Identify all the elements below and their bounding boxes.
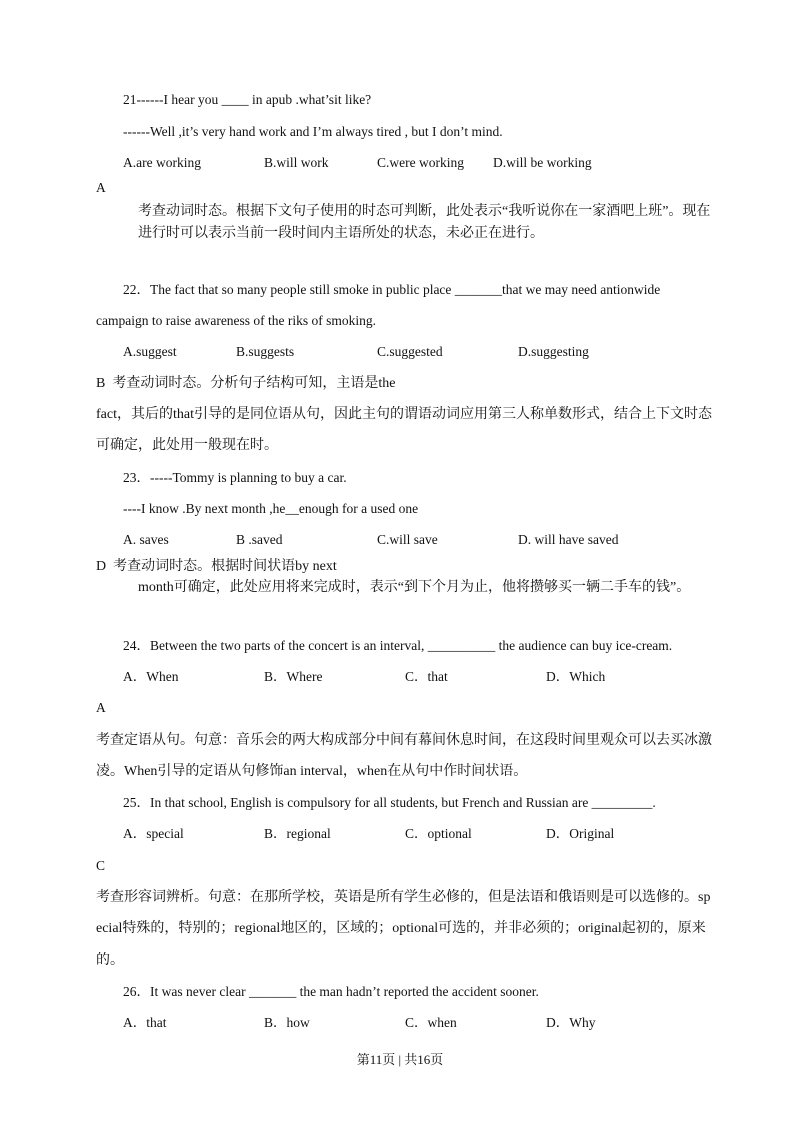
q21-reply: ------Well ,it’s very hand work and I’m always tired , but I don’t mind. bbox=[123, 124, 503, 139]
q24-option-a: A．When bbox=[123, 669, 179, 684]
q21-explanation-line2: 进行时可以表示当前一段时间内主语所处的状态，未必正在进行。 bbox=[138, 226, 544, 241]
q26-option-b: B．how bbox=[264, 1015, 310, 1030]
q21-explanation-line1: 考查动词时态。根据下文句子使用的时态可判断，此处表示“我听说你在一家酒吧上班”。现在 bbox=[138, 204, 711, 219]
q22-option-a: A.suggest bbox=[123, 344, 177, 359]
q21-option-a: A.are working bbox=[123, 155, 201, 170]
q22-stem-line1: 22．The fact that so many people still smoke in public place _______that we may need antionwide bbox=[123, 282, 661, 297]
q22-explanation-line3: 可确定，此处用一般现在时。 bbox=[96, 438, 278, 453]
q25-option-d: D．Original bbox=[546, 826, 615, 841]
q23-answer-line bbox=[96, 558, 337, 576]
q22-option-b: B.suggests bbox=[236, 344, 295, 359]
q25-option-c: C．optional bbox=[405, 826, 472, 841]
q21-stem: 21------I hear you ____ in apub .what’sit like? bbox=[123, 92, 372, 107]
q25-option-a: A．special bbox=[123, 826, 184, 841]
page-footer: 第11页 | 共16页 bbox=[356, 1052, 444, 1067]
q25-explanation-line3: 的。 bbox=[96, 953, 124, 968]
q23-explanation-line1: 考查动词时态。根据时间状语by next bbox=[113, 559, 337, 574]
q22-stem-line2: campaign to raise awareness of the riks of smoking. bbox=[96, 313, 377, 328]
q26-stem: 26．It was never clear _______ the man hadn’t reported the accident sooner. bbox=[123, 984, 539, 999]
q23-option-a: A. saves bbox=[123, 532, 169, 547]
q22-answer: B bbox=[96, 376, 106, 391]
q24-option-d: D．Which bbox=[546, 669, 606, 684]
q24-option-c: C．that bbox=[405, 669, 448, 684]
q24-stem: 24．Between the two parts of the concert is an interval, __________ the audience can buy ice-cream. bbox=[123, 638, 673, 653]
q25-option-b: B．regional bbox=[264, 826, 331, 841]
q25-answer: C bbox=[96, 858, 106, 873]
q25-stem: 25．In that school, English is compulsory for all students, but French and Russian are _________. bbox=[123, 795, 656, 810]
q23-reply: ----I know .By next month ,he__enough for a used one bbox=[123, 501, 419, 516]
q22-option-d: D.suggesting bbox=[518, 344, 589, 359]
q25-explanation-line2: ecial特殊的，特别的；regional地区的，区域的；optional可选的，并非必须的；original起初的，原来 bbox=[96, 921, 706, 936]
q21-option-d: D.will be working bbox=[493, 155, 592, 170]
q23-option-c: C.will save bbox=[377, 532, 438, 547]
q23-option-d: D. will have saved bbox=[518, 532, 619, 547]
q23-option-b: B .saved bbox=[236, 532, 283, 547]
q22-answer-line bbox=[96, 375, 395, 393]
q21-answer: A bbox=[96, 180, 106, 195]
q24-explanation-line1: 考查定语从句。句意：音乐会的两大构成部分中间有幕间休息时间，在这段时间里观众可以去买冰激 bbox=[96, 733, 712, 748]
q24-answer: A bbox=[96, 700, 106, 715]
q22-explanation-line2: fact，其后的that引导的是同位语从句，因此主句的谓语动词应用第三人称单数形式，结合上下文时态 bbox=[96, 407, 712, 422]
q22-explanation-line1: 考查动词时态。分析句子结构可知，主语是the bbox=[112, 376, 396, 391]
q24-option-b: B．Where bbox=[264, 669, 323, 684]
q23-stem: 23．-----Tommy is planning to buy a car. bbox=[123, 470, 347, 485]
q23-answer: D bbox=[96, 559, 107, 574]
q23-explanation-line2: month可确定，此处应用将来完成时，表示“到下个月为止，他将攒够买一辆二手车的钱”。 bbox=[138, 580, 691, 595]
q24-explanation-line2: 凌。When引导的定语从句修饰an interval，when在从句中作时间状语。 bbox=[96, 764, 528, 779]
q25-explanation-line1: 考查形容词辨析。句意：在那所学校，英语是所有学生必修的，但是法语和俄语则是可以选修的。sp bbox=[96, 890, 711, 905]
q26-option-c: C．when bbox=[405, 1015, 457, 1030]
q26-option-d: D．Why bbox=[546, 1015, 596, 1030]
q21-option-c: C.were working bbox=[377, 155, 464, 170]
q21-option-b: B.will work bbox=[264, 155, 329, 170]
q22-option-c: C.suggested bbox=[377, 344, 443, 359]
q26-option-a: A．that bbox=[123, 1015, 167, 1030]
